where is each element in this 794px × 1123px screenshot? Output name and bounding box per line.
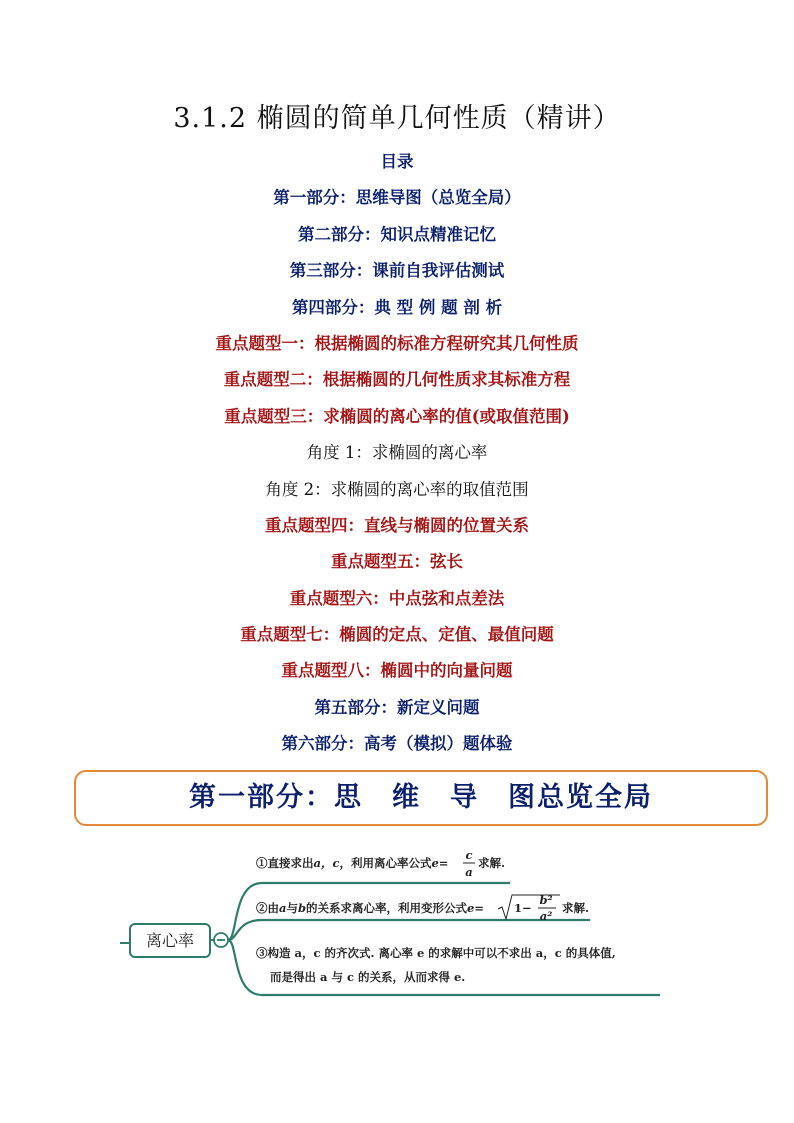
branch-connector-2	[228, 920, 590, 940]
branch-1-suffix: 求解.	[478, 856, 506, 870]
toc-item[interactable]: 第二部分：知识点精准记忆	[298, 224, 496, 244]
branch-1-fraction-den: a	[465, 865, 473, 879]
toc-item[interactable]: 重点题型三：求椭圆的离心率的值(或取值范围)	[224, 406, 570, 426]
toc-item[interactable]: 重点题型七：椭圆的定点、定值、最值问题	[240, 625, 554, 645]
toc-item[interactable]: 重点题型五：弦长	[331, 552, 463, 572]
section-banner: 第一部分：思 维 导 图总览全局	[74, 770, 768, 826]
toc-item[interactable]: 重点题型八：椭圆中的向量问题	[281, 661, 513, 681]
toc-item[interactable]: 角度 2：求椭圆的离心率的取值范围	[265, 479, 529, 499]
branch-3-line-1: ③构造 a，c 的齐次式. 离心率 e 的求解中可以不求出 a，c 的具体值,	[256, 946, 616, 960]
mind-map-diagram	[120, 845, 680, 1015]
toc-item[interactable]: 重点题型二：根据椭圆的几何性质求其标准方程	[223, 370, 571, 390]
toc-item[interactable]: 第四部分：典 型 例 题 剖 析	[291, 297, 503, 317]
mind-map	[120, 845, 680, 1019]
branch-3-line-2: 而是得出 a 与 c 的关系，从而求得 e.	[270, 970, 466, 984]
toc-item[interactable]: 第五部分：新定义问题	[314, 697, 480, 717]
toc-heading[interactable]: 目录	[380, 152, 414, 171]
branch-2-one-minus: 1−	[514, 901, 532, 915]
branch-2-text: ②由a与b的关系求离心率，利用变形公式e=	[256, 901, 484, 915]
toc-item[interactable]: 第三部分：课前自我评估测试	[289, 261, 505, 281]
toc-item[interactable]: 重点题型一：根据椭圆的标准方程研究其几何性质	[215, 333, 579, 353]
branch-1-text: ①直接求出a，c，利用离心率公式e=	[256, 856, 449, 870]
branch-2-suffix: 求解.	[562, 901, 590, 915]
toc-item[interactable]: 第六部分：高考（模拟）题体验	[281, 734, 513, 754]
table-of-contents	[0, 148, 794, 767]
toc-item[interactable]: 重点题型四：直线与椭圆的位置关系	[265, 515, 529, 535]
root-node-label: 离心率	[145, 931, 195, 950]
toc-item[interactable]: 第一部分：思维导图（总览全局）	[273, 188, 521, 208]
toc-item[interactable]: 重点题型六：中点弦和点差法	[289, 588, 505, 608]
branch-1-fraction-num: c	[465, 848, 473, 862]
branch-2-fraction-num: b²	[539, 893, 553, 907]
toc-item[interactable]: 角度 1：求椭圆的离心率	[306, 443, 488, 463]
branch-2-fraction-den: a²	[539, 909, 553, 923]
page-title: 3.1.2 椭圆的简单几何性质（精讲）	[173, 103, 621, 134]
